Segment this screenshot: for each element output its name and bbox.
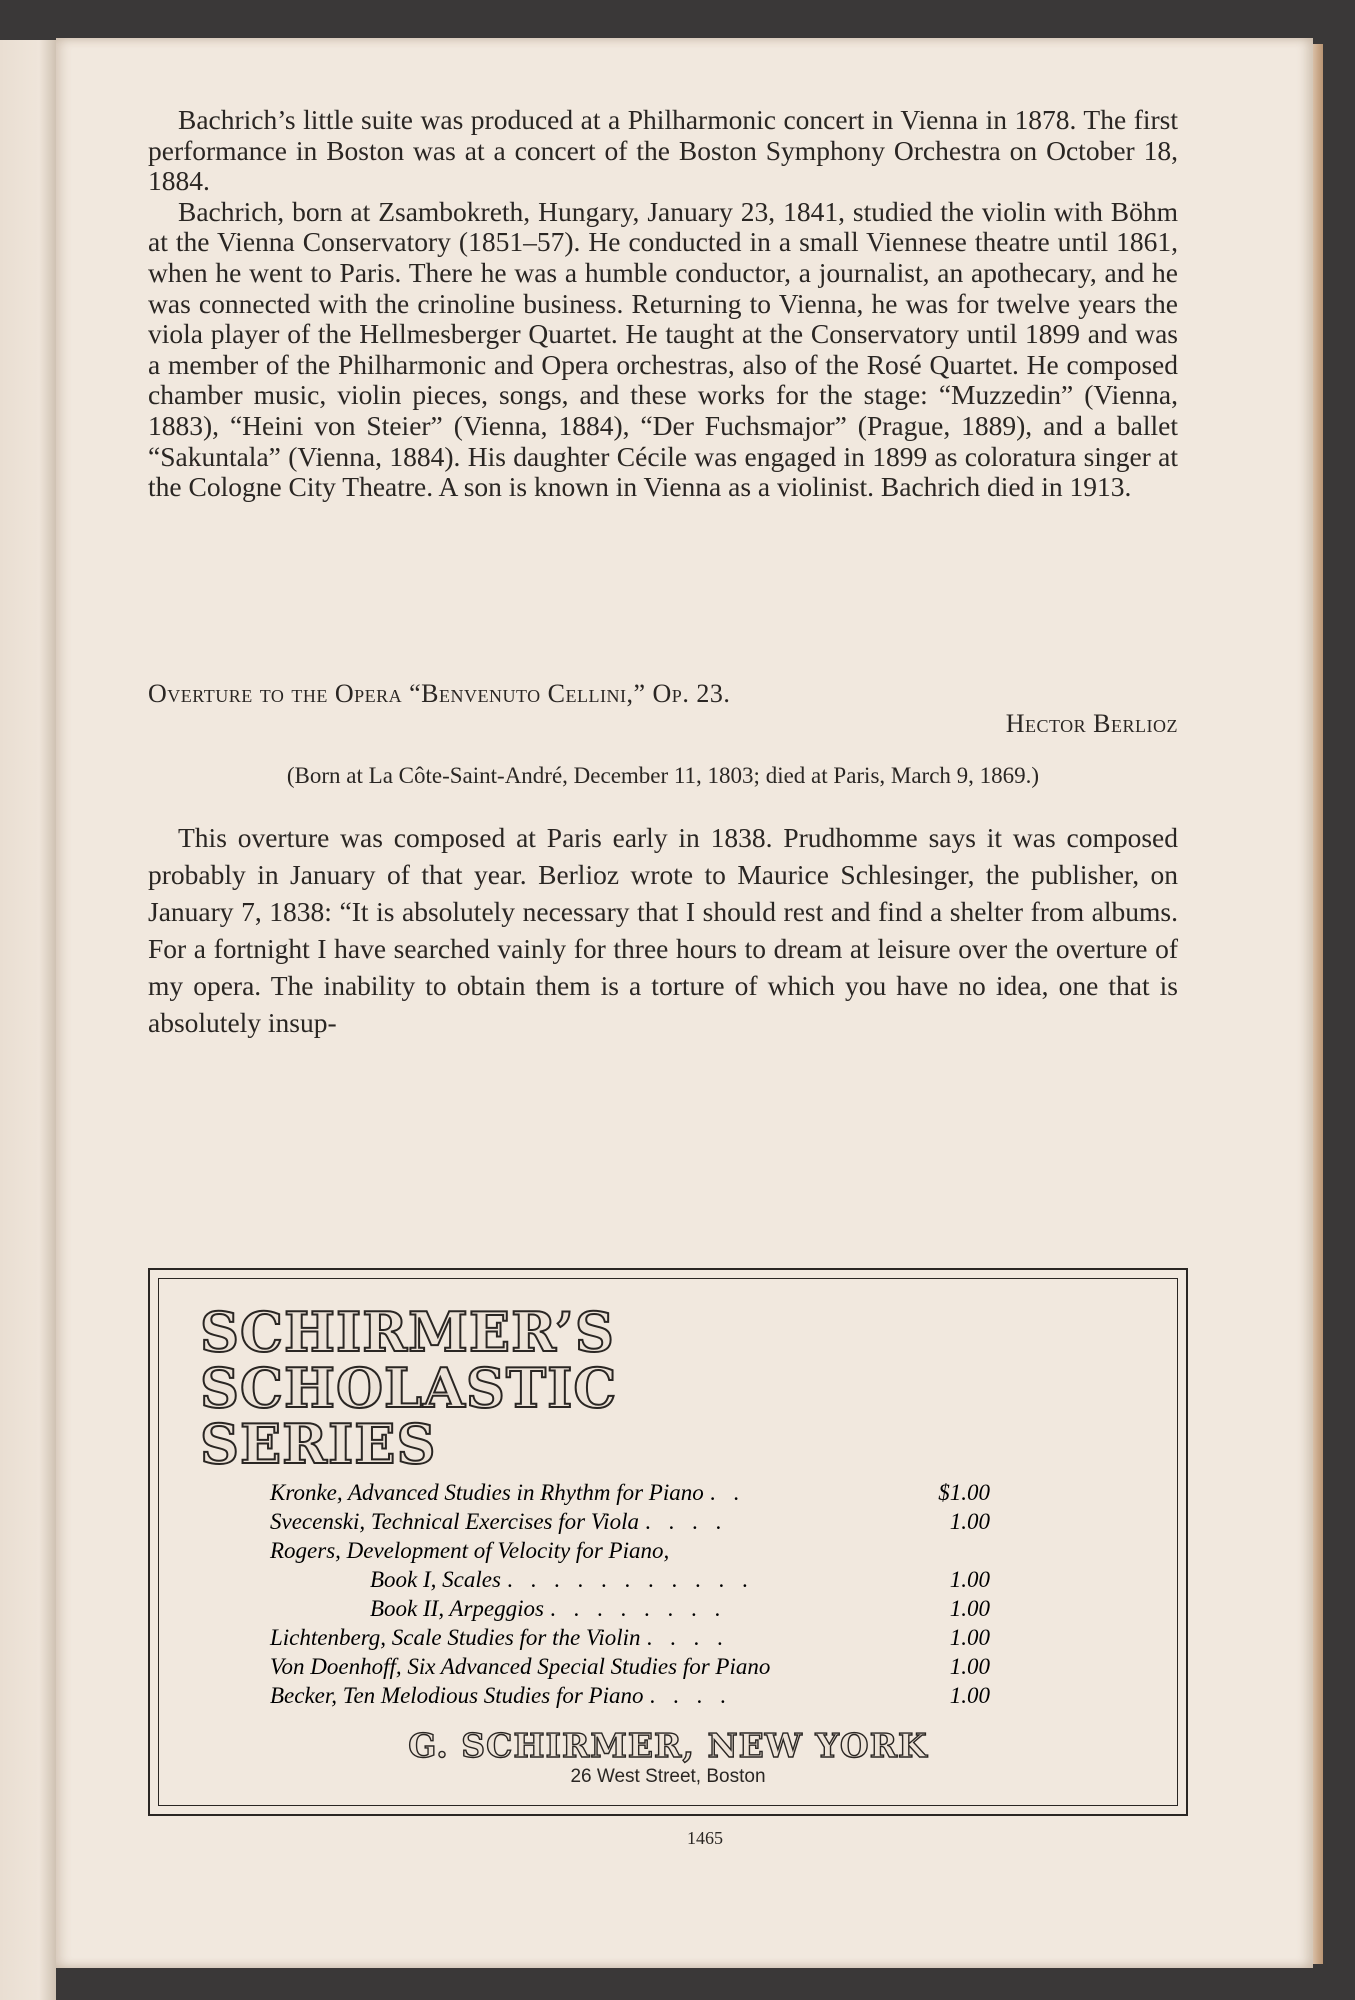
ad-price-list bbox=[270, 1478, 990, 1710]
item-title: Book II, Arpeggios bbox=[370, 1596, 544, 1621]
item-title: Svecenski, Technical Exercises for Viola bbox=[270, 1509, 639, 1534]
item-title: Von Doenhoff, Six Advanced Special Studies for Piano bbox=[270, 1654, 771, 1679]
ad-headline-line-2: SCHOLASTIC bbox=[200, 1356, 618, 1420]
page-number: 1465 bbox=[687, 1828, 723, 1848]
schirmer-advertisement bbox=[148, 1268, 1188, 1816]
item-price: 1.00 bbox=[949, 1683, 990, 1708]
item-price: 1.00 bbox=[949, 1654, 990, 1679]
ad-headline bbox=[200, 1300, 618, 1476]
item-title: Book I, Scales bbox=[370, 1567, 501, 1592]
list-item bbox=[270, 1623, 990, 1652]
item-leader: . . bbox=[709, 1480, 745, 1505]
item-title: Becker, Ten Melodious Studies for Piano bbox=[270, 1683, 644, 1708]
item-title: Lichtenberg, Scale Studies for the Violin bbox=[270, 1625, 641, 1650]
item-leader: . . . . bbox=[646, 1625, 729, 1650]
page-stack-edge bbox=[1313, 44, 1323, 1964]
list-item bbox=[270, 1507, 990, 1536]
item-price: 1.00 bbox=[949, 1625, 990, 1650]
list-item bbox=[270, 1681, 990, 1710]
item-price: 1.00 bbox=[949, 1509, 990, 1534]
item-leader: . . . . bbox=[644, 1509, 728, 1534]
ad-headline-line-3: SERIES bbox=[200, 1412, 437, 1476]
overture-paragraph: This overture was composed at Paris early in 1838. Prudhomme says it was composed probably in January of that year. Berlioz wrote to Maurice Schlesinger, the publisher, on January 7, 1838: “It is absolutely necessary that I should rest and find a shelter from albums. For a fortnight I have searched vainly for three hours to dream at leisure over the overture of my opera. The inability to obtain them is a torture of which you have no idea, one that is absolutely insup- bbox=[148, 821, 1178, 1038]
item-price: $1.00 bbox=[938, 1480, 990, 1505]
list-item bbox=[270, 1652, 990, 1681]
publisher-name: G. SCHIRMER, NEW YORK bbox=[408, 1726, 928, 1765]
item-title: Rogers, Development of Velocity for Piano, bbox=[270, 1538, 670, 1563]
item-leader: . . . . . . . . bbox=[549, 1596, 727, 1621]
publisher-address: 26 West Street, Boston bbox=[570, 1766, 766, 1787]
item-title: Kronke, Advanced Studies in Rhythm for Piano bbox=[270, 1480, 704, 1505]
bachrich-paragraph-2: Bachrich, born at Zsambokreth, Hungary, January 23, 1841, studied the violin with Böhm at the Vienna Conservatory (1851–57). He conducted in a small Viennese theatre until 1861, when he went to Paris. There he was a humble conductor, a journalist, an apothecary, and he was connected with the crinoline business. Returning to Vienna, he was for twelve years the viola player of the Hellmesberger Quartet. He taught at the Conservatory until 1899 and was a member of the Philharmonic and Opera orchestras, also of the Rosé Quartet. He composed chamber music, violin pieces, songs, and these works for the stage: “Muzzedin” (Vienna, 1883), “Heini von Steier” (Vienna, 1884), “Der Fuchsmajor” (Prague, 1889), and a ballet “Sakuntala” (Vienna, 1884). His daughter Cécile was engaged in 1899 as coloratura singer at the Cologne City Theatre. A son is known in Vienna as a violinist. Bachrich died in 1913. bbox=[148, 195, 1178, 503]
page-content bbox=[148, 105, 1178, 1068]
bachrich-paragraph-1: Bachrich’s little suite was produced at a Philharmonic concert in Vienna in 1878. The first performance in Boston was at a concert of the Boston Symphony Orchestra on October 18, 1884. bbox=[148, 104, 1178, 197]
list-item bbox=[270, 1536, 990, 1565]
list-item bbox=[270, 1565, 990, 1594]
list-item bbox=[270, 1478, 990, 1507]
list-item bbox=[270, 1594, 990, 1623]
item-leader: . . . . bbox=[649, 1683, 732, 1708]
overture-title: Overture to the Opera “Benvenuto Cellini,” Op. 23. bbox=[148, 678, 731, 708]
ad-headline-line-1: SCHIRMER’S bbox=[200, 1300, 615, 1364]
composer-name: Hector Berlioz bbox=[1005, 708, 1178, 738]
item-leader: . . . . . . . . . . . bbox=[506, 1567, 754, 1592]
item-price: 1.00 bbox=[949, 1567, 990, 1592]
facing-page-edge bbox=[0, 40, 56, 2000]
composer-dates: (Born at La Côte-Saint-André, December 11, 1803; died at Paris, March 9, 1869.) bbox=[286, 762, 1040, 788]
item-price: 1.00 bbox=[949, 1596, 990, 1621]
